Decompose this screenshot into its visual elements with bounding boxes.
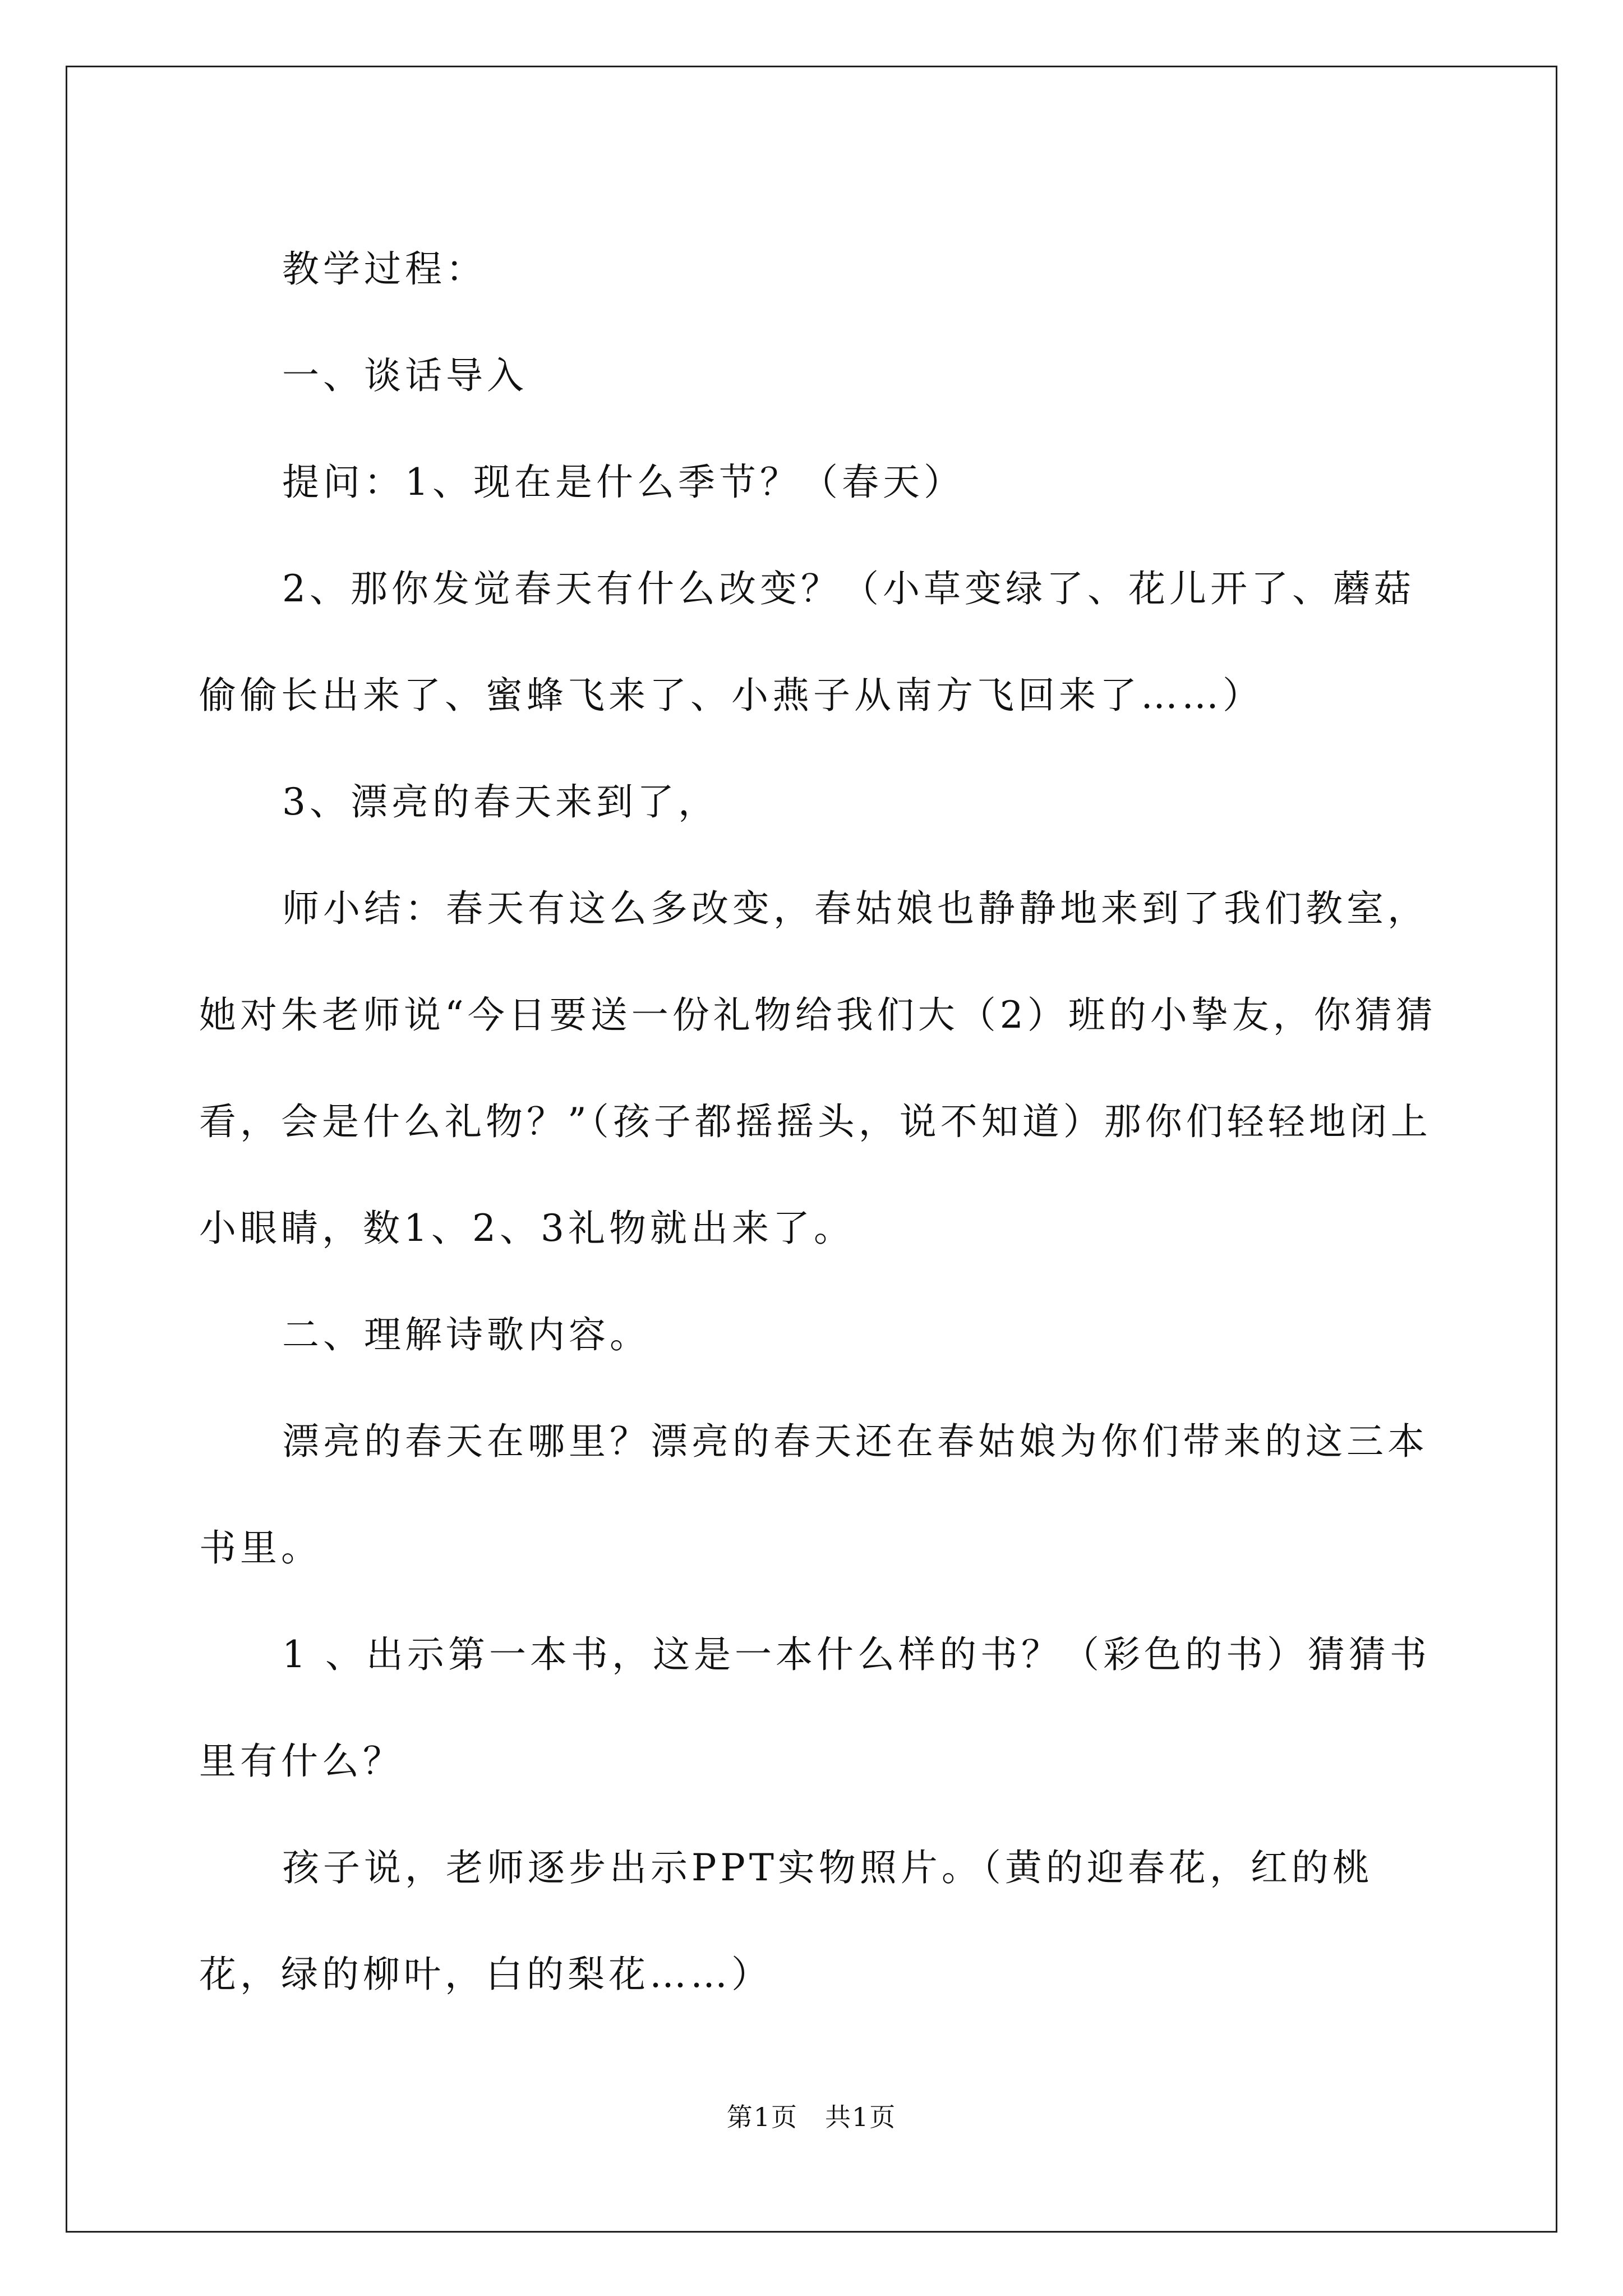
paragraph-section-2: 二、理解诗歌内容。	[282, 1313, 651, 1356]
paragraph-question-1: 提问：1、现在是什么季节？（春天）	[282, 461, 965, 504]
paragraph-question-3: 3、漂亮的春天来到了，	[282, 780, 719, 823]
paragraph-heading-process: 教学过程：	[282, 247, 487, 291]
paragraph-first-book: 1 、出示第一本书，这是一本什么样的书？（彩色的书）猜猜书里有什么？	[199, 1633, 1431, 1783]
document-body	[199, 216, 1438, 2028]
paragraph-where-spring: 漂亮的春天在哪里？漂亮的春天还在春姑娘为你们带来的这三本书里。	[199, 1420, 1428, 1570]
paragraph-section-1: 一、谈话导入	[282, 354, 528, 397]
paragraph-children-say: 孩子说，老师逐步出示PPT实物照片。（黄的迎春花，红的桃花，绿的柳叶，白的梨花……）	[199, 1846, 1373, 1996]
page-number-footer: 第1页 共1页	[726, 2102, 897, 2132]
paragraph-question-2: 2、那你发觉春天有什么改变？（小草变绿了、花儿开了、蘑菇偷偷长出来了、蜜蜂飞来了、小燕子从南方飞回来了……）	[199, 567, 1415, 717]
paragraph-teacher-summary: 师小结：春天有这么多改变，春姑娘也静静地来到了我们教室，她对朱老师说“今日要送一份礼物给我们大（2）班的小挚友，你猜猜看，会是什么礼物？”（孩子都摇摇头，说不知道）那你们轻轻地闭上小眼睛，数1、2、3礼物就出来了。	[199, 887, 1437, 1250]
